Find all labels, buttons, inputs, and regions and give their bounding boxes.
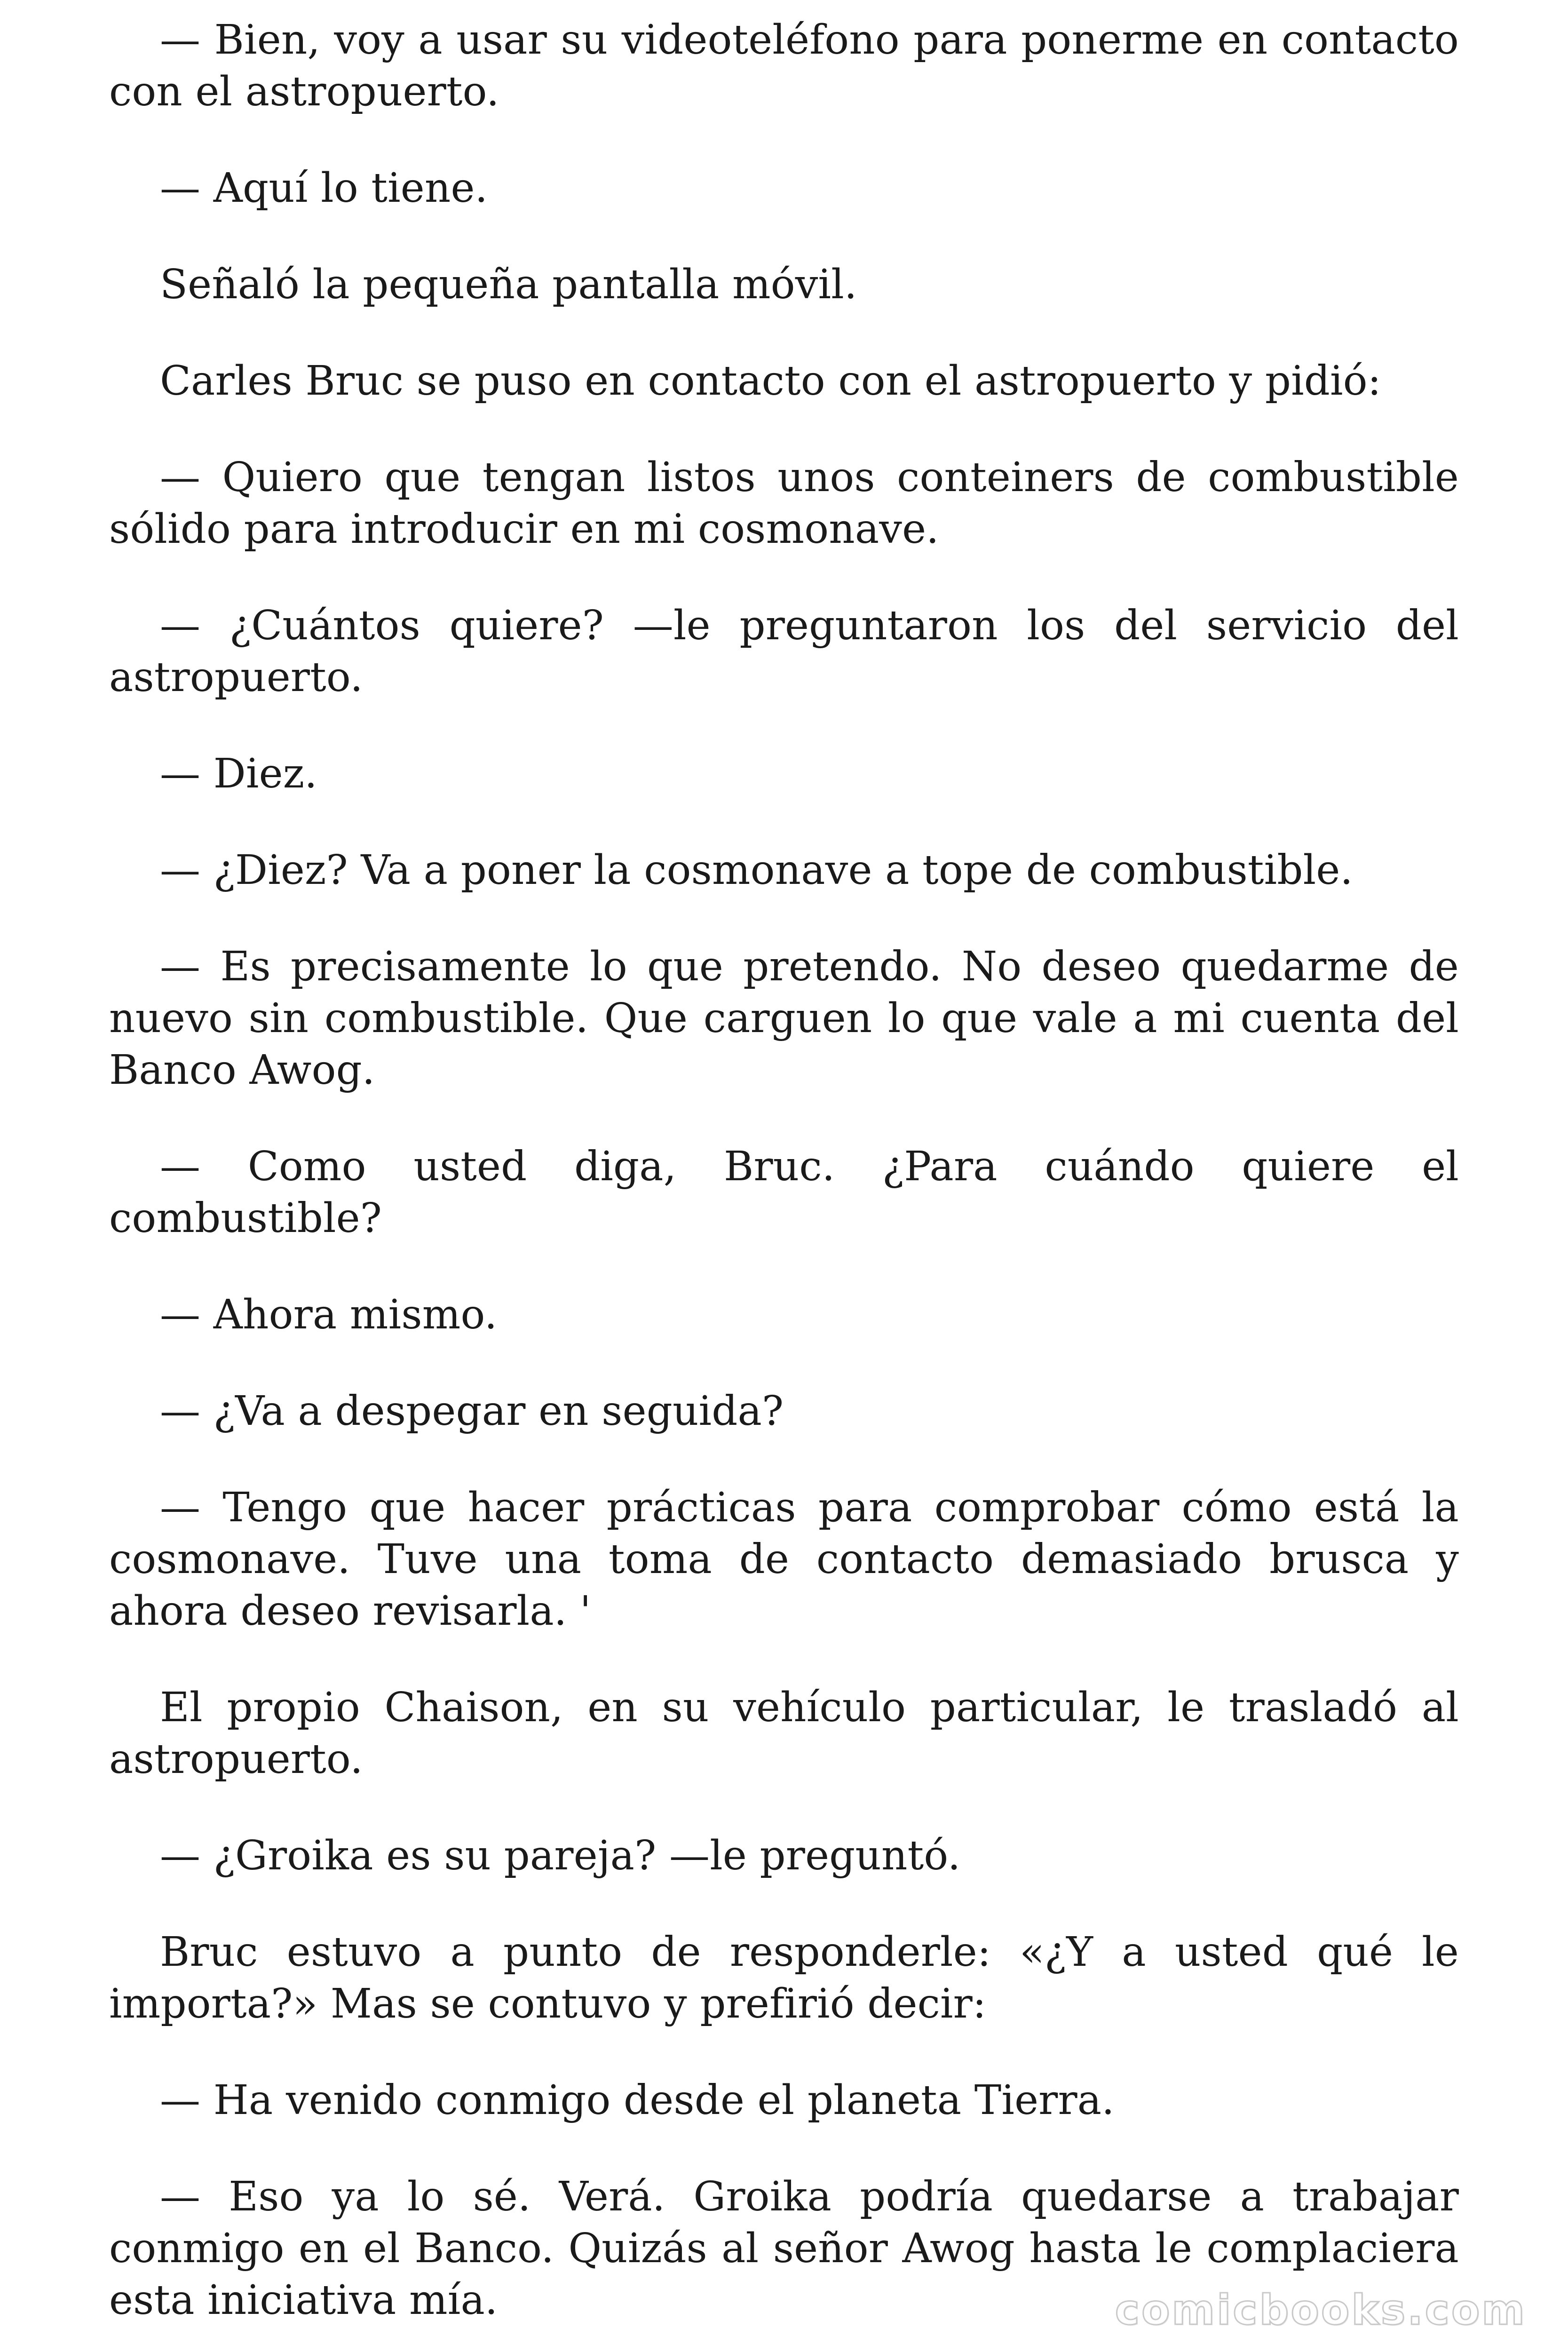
watermark: comicbooks.com [1115, 2286, 1527, 2334]
paragraph: — ¿Cuántos quiere? —le preguntaron los del servicio del astropuerto. [109, 602, 1459, 701]
paragraph: — ¿Diez? Va a poner la cosmonave a tope de combustible. [160, 847, 1353, 894]
paragraph: — ¿Va a despegar en seguida? [160, 1388, 784, 1435]
paragraph: — Como usted diga, Bruc. ¿Para cuándo quiere el combustible? [109, 1143, 1459, 1242]
paragraph: Bruc estuvo a punto de responderle: «¿Y a usted qué le importa?» Mas se contuvo y prefirió decir: [109, 1929, 1459, 2027]
paragraph: El propio Chaison, en su vehículo particular, le trasladó al astropuerto. [109, 1684, 1459, 1783]
paragraph: — Ahora mismo. [160, 1291, 498, 1338]
paragraph: — Eso ya lo sé. Verá. Groika podría quedarse a trabajar conmigo en el Banco. Quizás al señor Awog hasta le complaciera esta iniciativa mía. [109, 2173, 1459, 2324]
paragraph: — Aquí lo tiene. [160, 165, 488, 212]
paragraph: Carles Bruc se puso en contacto con el astropuerto y pidió: [160, 358, 1381, 405]
paragraph: — Diez. [160, 750, 317, 797]
paragraph: — Tengo que hacer prácticas para comprobar cómo está la cosmonave. Tuve una toma de contacto demasiado brusca y ahora deseo revisarla. ' [109, 1484, 1459, 1635]
paragraph: — Bien, voy a usar su videoteléfono para ponerme en contacto con el astropuerto. [109, 16, 1459, 115]
paragraph: — Ha venido conmigo desde el planeta Tierra. [160, 2077, 1115, 2124]
paragraph: — Quiero que tengan listos unos conteiners de combustible sólido para introducir en mi cosmonave. [109, 454, 1459, 553]
paragraph: Señaló la pequeña pantalla móvil. [160, 261, 857, 308]
document-page [109, 14, 1459, 2352]
paragraph: — ¿Groika es su pareja? —le preguntó. [160, 1832, 961, 1879]
paragraph: — Es precisamente lo que pretendo. No deseo quedarme de nuevo sin combustible. Que carguen lo que vale a mi cuenta del Banco Awog. [109, 943, 1459, 1094]
